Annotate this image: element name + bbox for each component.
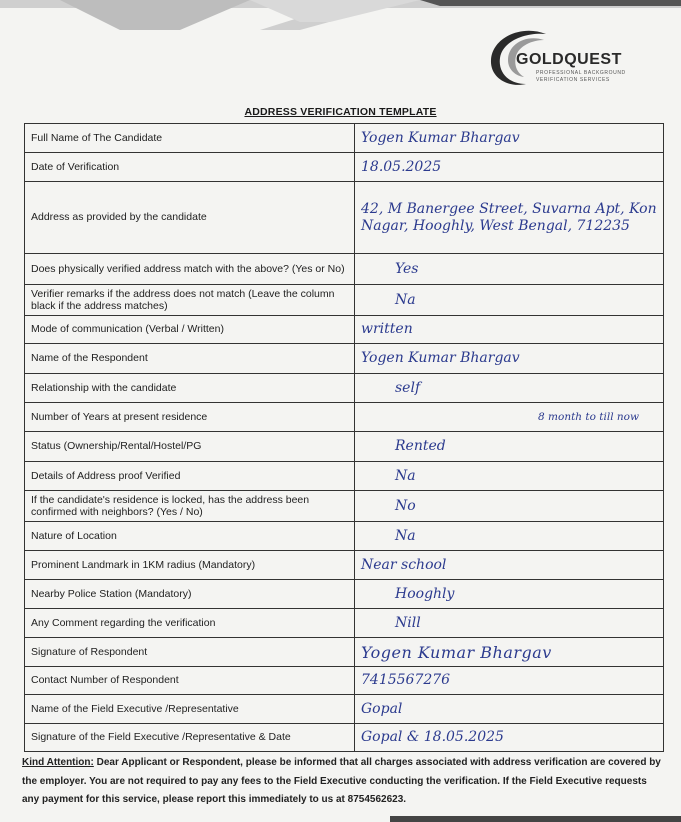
executive-signature-date: Gopal & 18.05.2025: [355, 724, 664, 752]
field-label: Mode of communication (Verbal / Written): [25, 316, 355, 344]
field-label: Relationship with the candidate: [25, 374, 355, 403]
handwritten-value: Rented: [355, 432, 664, 462]
field-label: Nearby Police Station (Mandatory): [25, 580, 355, 609]
table-row: [25, 254, 664, 285]
table-row: [25, 285, 664, 316]
handwritten-value: Na: [355, 462, 664, 491]
field-label: Verifier remarks if the address does not match (Leave the column black if the address matches): [25, 285, 355, 316]
field-label: Name of the Respondent: [25, 344, 355, 374]
handwritten-value: Hooghly: [355, 580, 664, 609]
table-row: [25, 667, 664, 695]
field-label: Prominent Landmark in 1KM radius (Mandatory): [25, 551, 355, 580]
handwritten-value: 8 month to till now: [355, 403, 664, 432]
field-label: Address as provided by the candidate: [25, 182, 355, 254]
handwritten-value: Yogen Kumar Bhargav: [355, 124, 664, 153]
table-row: [25, 124, 664, 153]
table-row: [25, 344, 664, 374]
handwritten-value: Na: [355, 285, 664, 316]
field-label: Full Name of The Candidate: [25, 124, 355, 153]
table-row: [25, 462, 664, 491]
field-label: Name of the Field Executive /Representative: [25, 695, 355, 724]
logo-tagline: PROFESSIONAL BACKGROUND: [536, 70, 626, 76]
table-row: [25, 638, 664, 667]
logo-tagline: VERIFICATION SERVICES: [536, 77, 610, 83]
table-row: [25, 153, 664, 182]
handwritten-value: self: [355, 374, 664, 403]
handwritten-value: 42, M Banergee Street, Suvarna Apt, Kon Nagar, Hooghly, West Bengal, 712235: [355, 182, 664, 254]
handwritten-value: written: [355, 316, 664, 344]
notice-text: Dear Applicant or Respondent, please be informed that all charges associated with address verification are covered by the employer. You are not required to pay any fees to the Field Executive conducting the verification. If the Field Executive requests any payment for this service, please report this immediately to us at 8754562623.: [22, 757, 661, 805]
verification-form-table: [24, 123, 664, 752]
footer-decoration: [390, 816, 681, 822]
handwritten-value: 18.05.2025: [355, 153, 664, 182]
table-row: [25, 432, 664, 462]
table-row: [25, 724, 664, 752]
handwritten-value: Na: [355, 522, 664, 551]
kind-attention-notice: [22, 754, 664, 810]
table-row: [25, 182, 664, 254]
field-label: Contact Number of Respondent: [25, 667, 355, 695]
document-title: ADDRESS VERIFICATION TEMPLATE: [244, 106, 437, 118]
table-row: [25, 491, 664, 522]
table-row: [25, 374, 664, 403]
field-label: Nature of Location: [25, 522, 355, 551]
respondent-signature: Yogen Kumar Bhargav: [355, 638, 664, 667]
field-label: Number of Years at present residence: [25, 403, 355, 432]
handwritten-value: Yogen Kumar Bhargav: [355, 344, 664, 374]
table-row: [25, 316, 664, 344]
handwritten-value: Nill: [355, 609, 664, 638]
goldquest-logo: [486, 22, 656, 92]
table-row: [25, 551, 664, 580]
handwritten-value: No: [355, 491, 664, 522]
field-label: Does physically verified address match with the above? (Yes or No): [25, 254, 355, 285]
field-label: Signature of the Field Executive /Representative & Date: [25, 724, 355, 752]
field-label: Status (Ownership/Rental/Hostel/PG: [25, 432, 355, 462]
field-label: Details of Address proof Verified: [25, 462, 355, 491]
field-label: Signature of Respondent: [25, 638, 355, 667]
table-row: [25, 403, 664, 432]
handwritten-value: Gopal: [355, 695, 664, 724]
handwritten-value: Yes: [355, 254, 664, 285]
notice-heading: Kind Attention:: [22, 757, 94, 768]
field-label: If the candidate's residence is locked, has the address been confirmed with neighbors? (Yes / No): [25, 491, 355, 522]
logo-wordmark: GOLDQUEST: [516, 51, 622, 68]
table-row: [25, 609, 664, 638]
handwritten-value: 7415567276: [355, 667, 664, 695]
table-row: [25, 522, 664, 551]
table-row: [25, 695, 664, 724]
table-row: [25, 580, 664, 609]
handwritten-value: Near school: [355, 551, 664, 580]
field-label: Date of Verification: [25, 153, 355, 182]
field-label: Any Comment regarding the verification: [25, 609, 355, 638]
